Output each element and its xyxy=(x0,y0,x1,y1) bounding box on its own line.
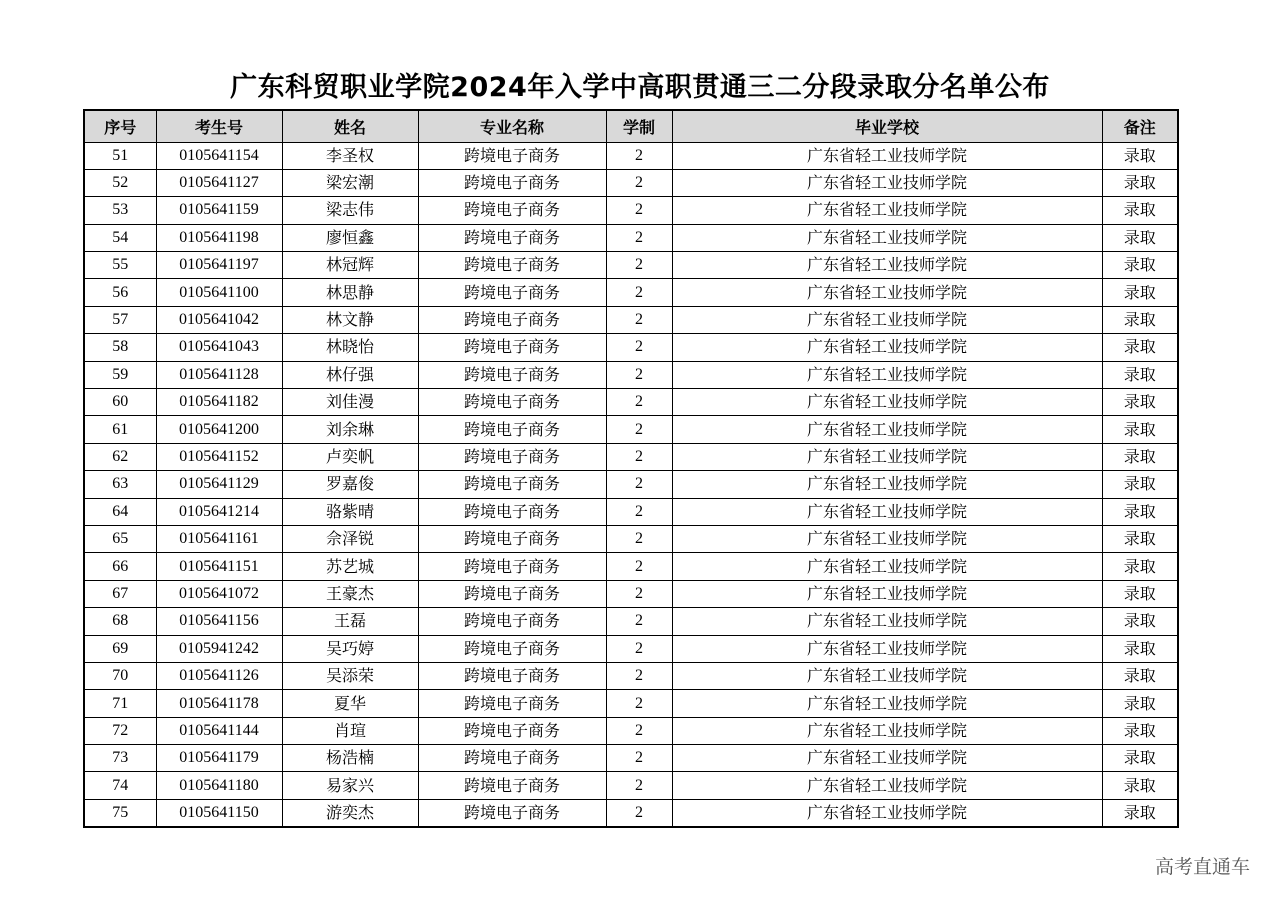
cell-school: 广东省轻工业技师学院 xyxy=(672,799,1102,827)
cell-duration: 2 xyxy=(606,142,672,169)
cell-major: 跨境电子商务 xyxy=(418,662,606,689)
cell-name: 林思静 xyxy=(282,279,418,306)
cell-major: 跨境电子商务 xyxy=(418,635,606,662)
cell-duration: 2 xyxy=(606,498,672,525)
cell-name: 李圣权 xyxy=(282,142,418,169)
cell-school: 广东省轻工业技师学院 xyxy=(672,416,1102,443)
cell-index: 74 xyxy=(84,772,156,799)
cell-duration: 2 xyxy=(606,361,672,388)
cell-remark: 录取 xyxy=(1102,717,1178,744)
cell-name: 卢奕帆 xyxy=(282,443,418,470)
table-row xyxy=(84,443,1178,470)
cell-major: 跨境电子商务 xyxy=(418,772,606,799)
cell-major: 跨境电子商务 xyxy=(418,690,606,717)
cell-duration: 2 xyxy=(606,252,672,279)
cell-duration: 2 xyxy=(606,443,672,470)
cell-name: 佘泽锐 xyxy=(282,525,418,552)
cell-remark: 录取 xyxy=(1102,389,1178,416)
cell-name: 梁志伟 xyxy=(282,197,418,224)
cell-duration: 2 xyxy=(606,662,672,689)
watermark-text: 高考直通车 xyxy=(1154,856,1250,878)
cell-school: 广东省轻工业技师学院 xyxy=(672,197,1102,224)
cell-school: 广东省轻工业技师学院 xyxy=(672,306,1102,333)
cell-major: 跨境电子商务 xyxy=(418,608,606,635)
cell-exam-number: 0105641100 xyxy=(156,279,282,306)
table-row xyxy=(84,580,1178,607)
cell-major: 跨境电子商务 xyxy=(418,142,606,169)
cell-school: 广东省轻工业技师学院 xyxy=(672,717,1102,744)
cell-name: 罗嘉俊 xyxy=(282,471,418,498)
cell-name: 梁宏潮 xyxy=(282,169,418,196)
table-body xyxy=(84,142,1178,827)
table-row xyxy=(84,498,1178,525)
cell-major: 跨境电子商务 xyxy=(418,416,606,443)
cell-school: 广东省轻工业技师学院 xyxy=(672,635,1102,662)
cell-duration: 2 xyxy=(606,169,672,196)
cell-name: 林仔强 xyxy=(282,361,418,388)
cell-duration: 2 xyxy=(606,389,672,416)
cell-major: 跨境电子商务 xyxy=(418,553,606,580)
cell-major: 跨境电子商务 xyxy=(418,799,606,827)
cell-index: 55 xyxy=(84,252,156,279)
cell-name: 刘佳漫 xyxy=(282,389,418,416)
cell-remark: 录取 xyxy=(1102,306,1178,333)
cell-school: 广东省轻工业技师学院 xyxy=(672,772,1102,799)
cell-school: 广东省轻工业技师学院 xyxy=(672,498,1102,525)
cell-remark: 录取 xyxy=(1102,471,1178,498)
cell-remark: 录取 xyxy=(1102,279,1178,306)
cell-major: 跨境电子商务 xyxy=(418,197,606,224)
table-row xyxy=(84,471,1178,498)
cell-name: 林晓怡 xyxy=(282,334,418,361)
page-title: 广东科贸职业学院2024年入学中高职贯通三二分段录取分名单公布 xyxy=(230,72,1050,103)
header-index: 序号 xyxy=(84,110,156,142)
cell-exam-number: 0105641042 xyxy=(156,306,282,333)
cell-name: 吴巧婷 xyxy=(282,635,418,662)
cell-remark: 录取 xyxy=(1102,224,1178,251)
cell-duration: 2 xyxy=(606,279,672,306)
cell-duration: 2 xyxy=(606,197,672,224)
table-row xyxy=(84,525,1178,552)
header-major: 专业名称 xyxy=(418,110,606,142)
cell-exam-number: 0105641151 xyxy=(156,553,282,580)
cell-index: 68 xyxy=(84,608,156,635)
cell-school: 广东省轻工业技师学院 xyxy=(672,525,1102,552)
cell-school: 广东省轻工业技师学院 xyxy=(672,443,1102,470)
cell-exam-number: 0105941242 xyxy=(156,635,282,662)
cell-index: 59 xyxy=(84,361,156,388)
cell-major: 跨境电子商务 xyxy=(418,279,606,306)
cell-exam-number: 0105641182 xyxy=(156,389,282,416)
cell-remark: 录取 xyxy=(1102,498,1178,525)
cell-school: 广东省轻工业技师学院 xyxy=(672,690,1102,717)
cell-index: 51 xyxy=(84,142,156,169)
table-row xyxy=(84,690,1178,717)
cell-major: 跨境电子商务 xyxy=(418,471,606,498)
cell-duration: 2 xyxy=(606,772,672,799)
cell-name: 易家兴 xyxy=(282,772,418,799)
cell-school: 广东省轻工业技师学院 xyxy=(672,252,1102,279)
cell-remark: 录取 xyxy=(1102,169,1178,196)
cell-remark: 录取 xyxy=(1102,772,1178,799)
cell-name: 骆紫晴 xyxy=(282,498,418,525)
cell-duration: 2 xyxy=(606,334,672,361)
cell-exam-number: 0105641129 xyxy=(156,471,282,498)
cell-duration: 2 xyxy=(606,580,672,607)
cell-name: 游奕杰 xyxy=(282,799,418,827)
cell-index: 65 xyxy=(84,525,156,552)
cell-exam-number: 0105641127 xyxy=(156,169,282,196)
cell-name: 夏华 xyxy=(282,690,418,717)
header-exam-number: 考生号 xyxy=(156,110,282,142)
cell-duration: 2 xyxy=(606,553,672,580)
cell-name: 廖恒鑫 xyxy=(282,224,418,251)
cell-remark: 录取 xyxy=(1102,361,1178,388)
cell-index: 71 xyxy=(84,690,156,717)
cell-name: 林文静 xyxy=(282,306,418,333)
cell-major: 跨境电子商务 xyxy=(418,334,606,361)
cell-remark: 录取 xyxy=(1102,580,1178,607)
cell-exam-number: 0105641198 xyxy=(156,224,282,251)
cell-school: 广东省轻工业技师学院 xyxy=(672,361,1102,388)
cell-remark: 录取 xyxy=(1102,553,1178,580)
header-name: 姓名 xyxy=(282,110,418,142)
cell-name: 刘余琳 xyxy=(282,416,418,443)
cell-major: 跨境电子商务 xyxy=(418,580,606,607)
cell-exam-number: 0105641152 xyxy=(156,443,282,470)
cell-school: 广东省轻工业技师学院 xyxy=(672,608,1102,635)
cell-duration: 2 xyxy=(606,525,672,552)
cell-school: 广东省轻工业技师学院 xyxy=(672,662,1102,689)
table-row xyxy=(84,389,1178,416)
cell-major: 跨境电子商务 xyxy=(418,443,606,470)
table-row xyxy=(84,224,1178,251)
cell-exam-number: 0105641180 xyxy=(156,772,282,799)
cell-duration: 2 xyxy=(606,224,672,251)
table-row xyxy=(84,142,1178,169)
cell-school: 广东省轻工业技师学院 xyxy=(672,142,1102,169)
cell-index: 67 xyxy=(84,580,156,607)
cell-duration: 2 xyxy=(606,745,672,772)
cell-exam-number: 0105641072 xyxy=(156,580,282,607)
cell-major: 跨境电子商务 xyxy=(418,306,606,333)
cell-duration: 2 xyxy=(606,690,672,717)
table-row xyxy=(84,306,1178,333)
cell-major: 跨境电子商务 xyxy=(418,498,606,525)
cell-name: 吴添荣 xyxy=(282,662,418,689)
cell-duration: 2 xyxy=(606,306,672,333)
cell-duration: 2 xyxy=(606,799,672,827)
table-row xyxy=(84,334,1178,361)
table-row xyxy=(84,799,1178,827)
cell-name: 杨浩楠 xyxy=(282,745,418,772)
cell-major: 跨境电子商务 xyxy=(418,525,606,552)
table-row xyxy=(84,416,1178,443)
cell-exam-number: 0105641043 xyxy=(156,334,282,361)
cell-remark: 录取 xyxy=(1102,416,1178,443)
cell-remark: 录取 xyxy=(1102,662,1178,689)
cell-name: 林冠辉 xyxy=(282,252,418,279)
cell-name: 苏艺城 xyxy=(282,553,418,580)
cell-school: 广东省轻工业技师学院 xyxy=(672,471,1102,498)
cell-remark: 录取 xyxy=(1102,142,1178,169)
cell-name: 肖瑄 xyxy=(282,717,418,744)
cell-major: 跨境电子商务 xyxy=(418,224,606,251)
cell-major: 跨境电子商务 xyxy=(418,717,606,744)
admission-table xyxy=(83,109,1179,828)
cell-school: 广东省轻工业技师学院 xyxy=(672,279,1102,306)
table-row xyxy=(84,361,1178,388)
cell-school: 广东省轻工业技师学院 xyxy=(672,580,1102,607)
table-header-row xyxy=(84,110,1178,142)
cell-major: 跨境电子商务 xyxy=(418,745,606,772)
header-duration: 学制 xyxy=(606,110,672,142)
cell-index: 64 xyxy=(84,498,156,525)
cell-index: 53 xyxy=(84,197,156,224)
cell-remark: 录取 xyxy=(1102,799,1178,827)
cell-index: 72 xyxy=(84,717,156,744)
cell-major: 跨境电子商务 xyxy=(418,389,606,416)
cell-remark: 录取 xyxy=(1102,690,1178,717)
cell-index: 54 xyxy=(84,224,156,251)
table-row xyxy=(84,772,1178,799)
table-row xyxy=(84,252,1178,279)
cell-index: 69 xyxy=(84,635,156,662)
cell-index: 61 xyxy=(84,416,156,443)
cell-index: 62 xyxy=(84,443,156,470)
cell-exam-number: 0105641126 xyxy=(156,662,282,689)
table-row xyxy=(84,279,1178,306)
cell-index: 70 xyxy=(84,662,156,689)
cell-duration: 2 xyxy=(606,608,672,635)
cell-school: 广东省轻工业技师学院 xyxy=(672,169,1102,196)
cell-index: 60 xyxy=(84,389,156,416)
cell-major: 跨境电子商务 xyxy=(418,361,606,388)
cell-exam-number: 0105641178 xyxy=(156,690,282,717)
cell-school: 广东省轻工业技师学院 xyxy=(672,553,1102,580)
cell-remark: 录取 xyxy=(1102,525,1178,552)
table-row xyxy=(84,745,1178,772)
cell-school: 广东省轻工业技师学院 xyxy=(672,745,1102,772)
cell-remark: 录取 xyxy=(1102,608,1178,635)
cell-duration: 2 xyxy=(606,717,672,744)
table-row xyxy=(84,608,1178,635)
cell-exam-number: 0105641154 xyxy=(156,142,282,169)
cell-remark: 录取 xyxy=(1102,197,1178,224)
table-row xyxy=(84,197,1178,224)
cell-exam-number: 0105641159 xyxy=(156,197,282,224)
cell-exam-number: 0105641156 xyxy=(156,608,282,635)
cell-remark: 录取 xyxy=(1102,334,1178,361)
cell-index: 52 xyxy=(84,169,156,196)
table-row xyxy=(84,717,1178,744)
cell-duration: 2 xyxy=(606,471,672,498)
cell-remark: 录取 xyxy=(1102,745,1178,772)
cell-name: 王豪杰 xyxy=(282,580,418,607)
cell-remark: 录取 xyxy=(1102,443,1178,470)
cell-major: 跨境电子商务 xyxy=(418,252,606,279)
cell-school: 广东省轻工业技师学院 xyxy=(672,224,1102,251)
table-row xyxy=(84,553,1178,580)
cell-index: 63 xyxy=(84,471,156,498)
cell-school: 广东省轻工业技师学院 xyxy=(672,334,1102,361)
cell-index: 57 xyxy=(84,306,156,333)
cell-exam-number: 0105641197 xyxy=(156,252,282,279)
cell-name: 王磊 xyxy=(282,608,418,635)
cell-major: 跨境电子商务 xyxy=(418,169,606,196)
cell-exam-number: 0105641161 xyxy=(156,525,282,552)
table-row xyxy=(84,635,1178,662)
cell-remark: 录取 xyxy=(1102,635,1178,662)
table-row xyxy=(84,169,1178,196)
header-school: 毕业学校 xyxy=(672,110,1102,142)
table-row xyxy=(84,662,1178,689)
header-remark: 备注 xyxy=(1102,110,1178,142)
cell-exam-number: 0105641128 xyxy=(156,361,282,388)
cell-index: 56 xyxy=(84,279,156,306)
cell-duration: 2 xyxy=(606,416,672,443)
cell-index: 58 xyxy=(84,334,156,361)
cell-index: 75 xyxy=(84,799,156,827)
cell-exam-number: 0105641200 xyxy=(156,416,282,443)
cell-exam-number: 0105641150 xyxy=(156,799,282,827)
cell-exam-number: 0105641144 xyxy=(156,717,282,744)
cell-exam-number: 0105641179 xyxy=(156,745,282,772)
cell-index: 66 xyxy=(84,553,156,580)
cell-exam-number: 0105641214 xyxy=(156,498,282,525)
cell-index: 73 xyxy=(84,745,156,772)
cell-duration: 2 xyxy=(606,635,672,662)
cell-remark: 录取 xyxy=(1102,252,1178,279)
cell-school: 广东省轻工业技师学院 xyxy=(672,389,1102,416)
